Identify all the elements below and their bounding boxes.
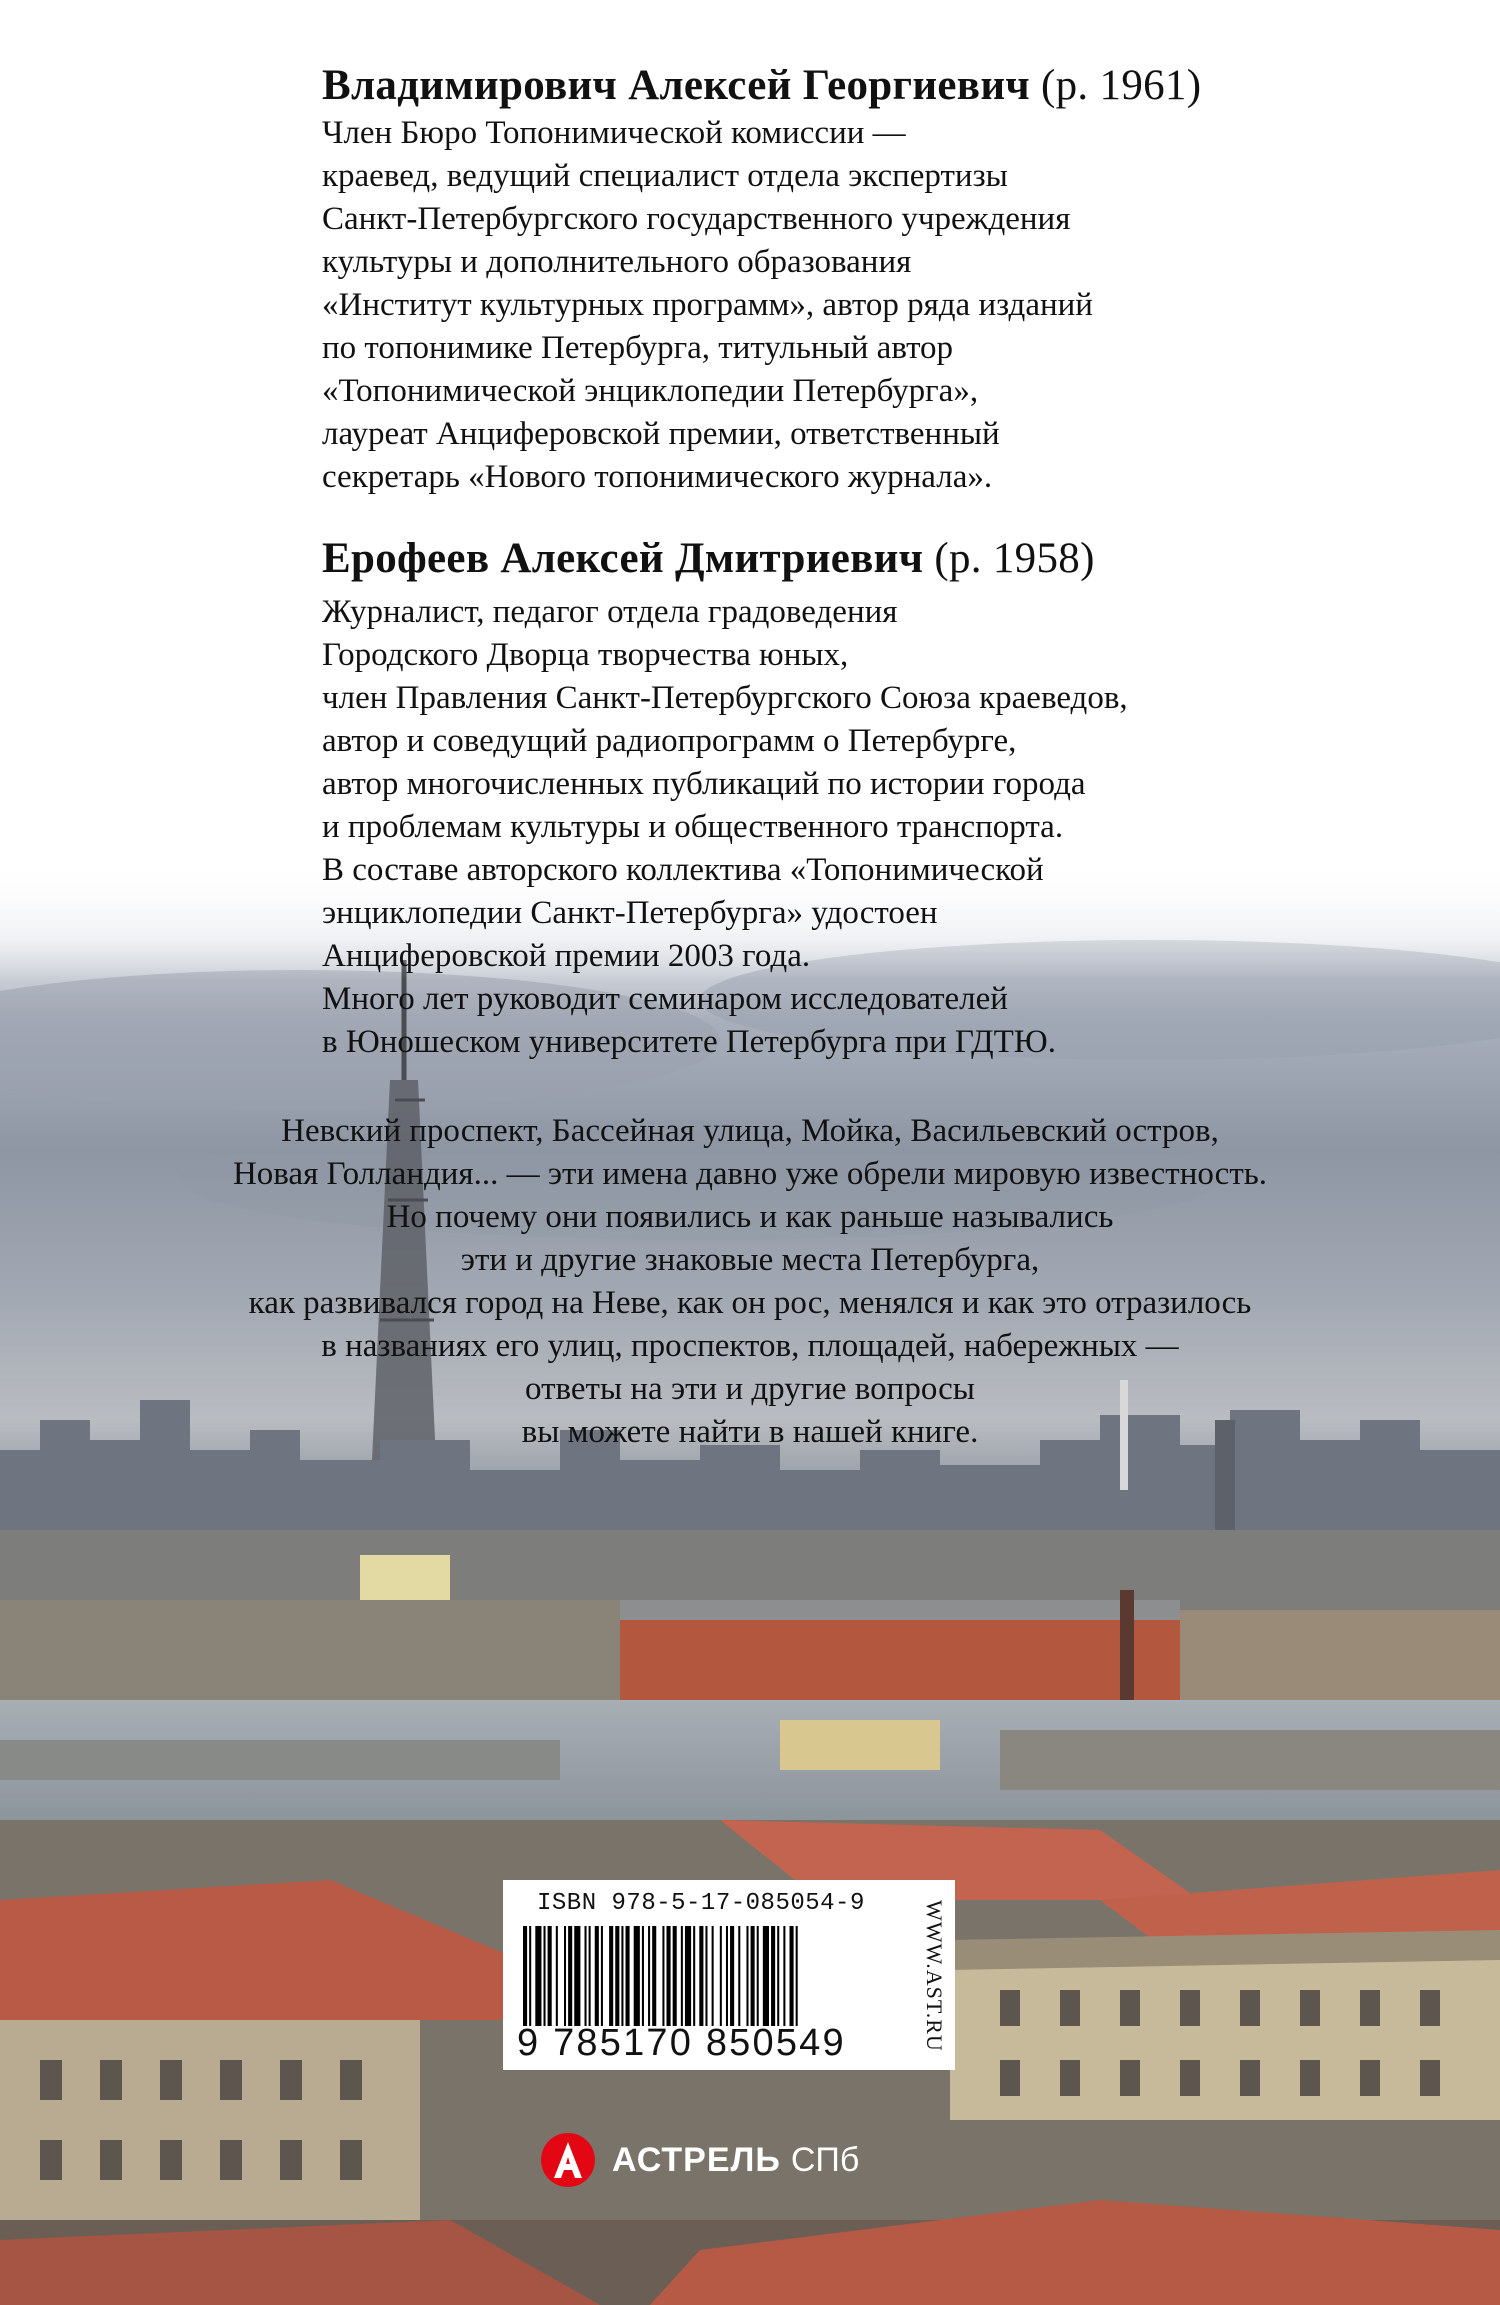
barcode-bar <box>681 1926 683 2026</box>
barcode-bar <box>777 1926 779 2026</box>
barcode-bar <box>751 1926 755 2026</box>
author-bio-2 <box>322 533 1322 1064</box>
barcode-bar <box>673 1926 677 2026</box>
bio-line: и проблемам культуры и общественного транспорта. <box>322 809 1064 845</box>
barcode-bar <box>712 1926 714 2026</box>
bio-line: «Топонимической энциклопедии Петербурга», <box>322 373 979 409</box>
barcode-bar <box>556 1926 558 2026</box>
barcode-bar <box>783 1926 785 2026</box>
bio-line: Городского Дворца творчества юных, <box>322 637 849 673</box>
barcode-bar <box>568 1926 572 2026</box>
barcode-bar <box>548 1926 552 2026</box>
website-text: WWW.AST.RU <box>922 1899 947 2052</box>
bio-line: Много лет руководит семинаром исследователей <box>322 981 1008 1017</box>
barcode-bar <box>685 1926 691 2026</box>
barcode-bar <box>595 1926 599 2026</box>
bio-line: энциклопедии Санкт-Петербурга» удостоен <box>322 895 938 931</box>
isbn-barcode-panel <box>503 1880 955 2070</box>
bio-line: культуры и дополнительного образования <box>322 244 912 280</box>
ean-digits: 9 785170 850549 <box>517 2022 846 2064</box>
barcode-bar <box>615 1926 619 2026</box>
bio-line: «Институт культурных программ», автор ряда изданий <box>322 287 1093 323</box>
barcode-bar <box>634 1926 640 2026</box>
barcode-bar <box>529 1926 531 2026</box>
bio-line: автор и соведущий радиопрограмм о Петербурге, <box>322 723 1017 759</box>
barcode-bar <box>574 1926 580 2026</box>
bio-line: В составе авторского коллектива «Топонимической <box>322 852 1044 888</box>
barcode-bar <box>705 1926 707 2026</box>
barcode-bar <box>642 1926 644 2026</box>
book-blurb <box>0 1110 1500 1454</box>
bio-line: по топонимике Петербурга, титульный автор <box>322 330 954 366</box>
bio-line: краевед, ведущий специалист отдела экспертизы <box>322 158 1008 194</box>
blurb-line: как развивался город на Неве, как он рос, менялся и как это отразилось <box>248 1285 1252 1321</box>
barcode-bar <box>523 1926 527 2026</box>
barcode-bar <box>589 1926 591 2026</box>
barcode-bars <box>523 1926 901 2026</box>
barcode-bar <box>771 1926 775 2026</box>
author-1-heading <box>322 60 1322 112</box>
barcode-bar <box>730 1926 734 2026</box>
author-2-heading <box>322 533 1322 585</box>
blurb-line: Но почему они появились и как раньше назывались <box>386 1199 1114 1235</box>
bio-line: в Юношеском университете Петербурга при ГДТЮ. <box>322 1024 1056 1060</box>
barcode-bar <box>648 1926 650 2026</box>
author-1-name: Владимирович Алексей Георгиевич <box>322 62 1030 109</box>
publisher-city: СПб <box>790 2140 860 2179</box>
bio-line: Санкт-Петербургского государственного учреждения <box>322 201 1071 237</box>
author-1-years: (р. 1961) <box>1041 62 1202 109</box>
bio-line: лауреат Анциферовской премии, ответственный <box>322 416 1000 452</box>
author-2-name: Ерофеев Алексей Дмитриевич <box>322 535 924 582</box>
blurb-line: ответы на эти и другие вопросы <box>525 1371 975 1407</box>
barcode-bar <box>667 1926 671 2026</box>
barcode-bar <box>626 1926 630 2026</box>
publisher-logo <box>540 2132 859 2188</box>
blurb-line: эти и другие знаковые места Петербурга, <box>460 1242 1040 1278</box>
barcode-bar <box>746 1926 748 2026</box>
bio-line: автор многочисленных публикаций по истории города <box>322 766 1086 802</box>
publisher-name: АСТРЕЛЬ <box>612 2140 781 2179</box>
blurb-line: Невский проспект, Бассейная улица, Мойка, Васильевский остров, <box>281 1113 1219 1149</box>
isbn-text: ISBN 978-5-17-085054-9 <box>537 1890 865 1917</box>
barcode-bar <box>585 1926 587 2026</box>
barcode-bar <box>544 1926 546 2026</box>
author-bio-1 <box>322 60 1322 499</box>
barcode-bar <box>535 1926 541 2026</box>
author-2-years: (р. 1958) <box>934 535 1095 582</box>
blurb-line: Новая Голландия... — эти имена давно уже обрели мировую известность. <box>232 1156 1268 1192</box>
barcode-bar <box>757 1926 759 2026</box>
bio-line: Журналист, педагог отдела градоведения <box>322 594 898 630</box>
bio-line: Член Бюро Топонимической комиссии — <box>322 115 906 151</box>
barcode-bar <box>720 1926 722 2026</box>
barcode-bar <box>693 1926 695 2026</box>
barcode-bar <box>601 1926 603 2026</box>
astrel-logo-icon <box>540 2132 596 2188</box>
barcode-bar <box>621 1926 623 2026</box>
bio-line: Анциферовской премии 2003 года. <box>322 938 811 974</box>
bio-line: секретарь «Нового топонимического журнала». <box>322 459 993 495</box>
barcode-bar <box>790 1926 794 2026</box>
barcode-bar <box>699 1926 703 2026</box>
barcode-bar <box>796 1926 798 2026</box>
blurb-line: вы можете найти в нашей книге. <box>521 1414 979 1450</box>
barcode-bar <box>738 1926 740 2026</box>
bio-line: член Правления Санкт-Петербургского Союза краеведов, <box>322 680 1128 716</box>
barcode-bar <box>652 1926 656 2026</box>
barcode-bar <box>726 1926 728 2026</box>
barcode-bar <box>763 1926 769 2026</box>
barcode-bar <box>609 1926 613 2026</box>
barcode-bar <box>564 1926 566 2026</box>
blurb-line: в названиях его улиц, проспектов, площадей, набережных — <box>321 1328 1179 1364</box>
logo-circle <box>541 2133 595 2187</box>
barcode-bar <box>662 1926 664 2026</box>
